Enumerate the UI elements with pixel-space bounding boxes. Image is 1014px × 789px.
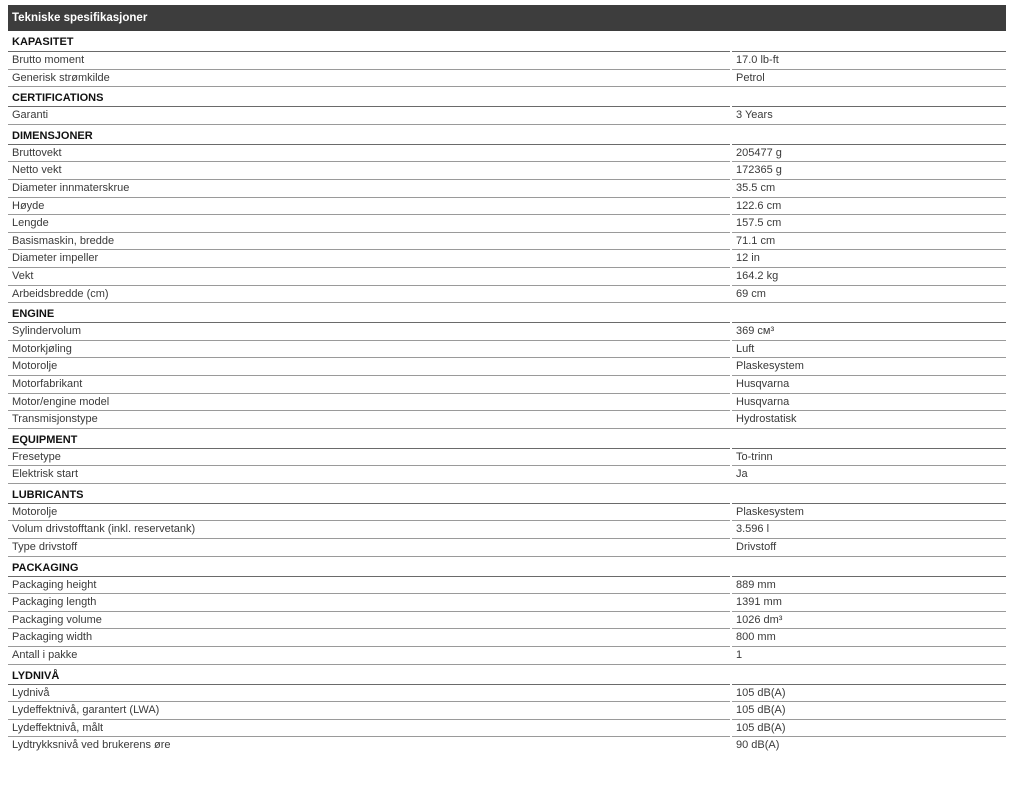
spec-row — [8, 106, 1006, 124]
spec-row — [8, 593, 1006, 611]
spec-label: Lydtrykksnivå ved brukerens øre — [8, 736, 730, 754]
spec-row — [8, 285, 1006, 303]
spec-label: Volum drivstofftank (inkl. reservetank) — [8, 520, 730, 538]
spec-row — [8, 340, 1006, 358]
spec-label: Diameter innmaterskrue — [8, 179, 730, 197]
section-title: ENGINE — [8, 302, 730, 322]
spec-row — [8, 322, 1006, 340]
spec-label: Antall i pakke — [8, 646, 730, 664]
section-header — [8, 483, 1006, 503]
section-value-cell — [730, 124, 1006, 144]
spec-table — [8, 5, 1006, 754]
section-header — [8, 428, 1006, 448]
spec-row — [8, 576, 1006, 594]
spec-row — [8, 646, 1006, 664]
spec-value: 69 cm — [732, 285, 1006, 303]
spec-row — [8, 448, 1006, 466]
spec-label: Packaging height — [8, 576, 730, 594]
spec-value: 369 см³ — [732, 322, 1006, 340]
spec-row — [8, 503, 1006, 521]
spec-row — [8, 357, 1006, 375]
spec-value: Petrol — [732, 69, 1006, 87]
spec-label: Motorolje — [8, 503, 730, 521]
spec-label: Motorolje — [8, 357, 730, 375]
spec-row — [8, 144, 1006, 162]
spec-row — [8, 179, 1006, 197]
spec-row — [8, 69, 1006, 87]
spec-label: Generisk strømkilde — [8, 69, 730, 87]
section-header — [8, 124, 1006, 144]
spec-label: Motor/engine model — [8, 393, 730, 411]
spec-label: Packaging length — [8, 593, 730, 611]
spec-label: Garanti — [8, 106, 730, 124]
spec-row — [8, 51, 1006, 69]
spec-label: Brutto moment — [8, 51, 730, 69]
spec-value: 172365 g — [732, 161, 1006, 179]
section-title: LUBRICANTS — [8, 483, 730, 503]
spec-row — [8, 628, 1006, 646]
spec-value: 3 Years — [732, 106, 1006, 124]
spec-value: 3.596 l — [732, 520, 1006, 538]
spec-value: 105 dB(A) — [732, 701, 1006, 719]
table-title: Tekniske spesifikasjoner — [8, 5, 1006, 31]
spec-label: Transmisjonstype — [8, 410, 730, 428]
spec-value: 12 in — [732, 249, 1006, 267]
spec-row — [8, 701, 1006, 719]
spec-row — [8, 214, 1006, 232]
spec-row — [8, 410, 1006, 428]
section-header — [8, 31, 1006, 51]
spec-value: Ja — [732, 465, 1006, 483]
section-value-cell — [730, 31, 1006, 51]
spec-value: 1 — [732, 646, 1006, 664]
spec-label: Packaging volume — [8, 611, 730, 629]
spec-label: Lengde — [8, 214, 730, 232]
spec-value: 889 mm — [732, 576, 1006, 594]
spec-row — [8, 197, 1006, 215]
spec-row — [8, 736, 1006, 754]
section-value-cell — [730, 302, 1006, 322]
spec-value: 105 dB(A) — [732, 719, 1006, 737]
spec-value: Drivstoff — [732, 538, 1006, 556]
spec-label: Netto vekt — [8, 161, 730, 179]
spec-label: Lydnivå — [8, 684, 730, 702]
spec-value: 71.1 cm — [732, 232, 1006, 250]
section-title: DIMENSJONER — [8, 124, 730, 144]
spec-row — [8, 520, 1006, 538]
section-title: LYDNIVÅ — [8, 664, 730, 684]
spec-value: 1391 mm — [732, 593, 1006, 611]
spec-row — [8, 611, 1006, 629]
spec-value: Hydrostatisk — [732, 410, 1006, 428]
spec-label: Motorfabrikant — [8, 375, 730, 393]
spec-value: Luft — [732, 340, 1006, 358]
spec-value: 122.6 cm — [732, 197, 1006, 215]
spec-row — [8, 267, 1006, 285]
spec-label: Vekt — [8, 267, 730, 285]
spec-label: Basismaskin, bredde — [8, 232, 730, 250]
spec-value: 105 dB(A) — [732, 684, 1006, 702]
section-header — [8, 664, 1006, 684]
section-header — [8, 86, 1006, 106]
spec-value: 157.5 cm — [732, 214, 1006, 232]
spec-label: Motorkjøling — [8, 340, 730, 358]
section-value-cell — [730, 483, 1006, 503]
spec-label: Elektrisk start — [8, 465, 730, 483]
section-title: CERTIFICATIONS — [8, 86, 730, 106]
section-value-cell — [730, 664, 1006, 684]
spec-row — [8, 249, 1006, 267]
section-title: PACKAGING — [8, 556, 730, 576]
section-title: KAPASITET — [12, 36, 74, 48]
spec-label: Lydeffektnivå, garantert (LWA) — [8, 701, 730, 719]
spec-label: Bruttovekt — [8, 144, 730, 162]
spec-value: 164.2 kg — [732, 267, 1006, 285]
spec-value: Plaskesystem — [732, 357, 1006, 375]
spec-row — [8, 161, 1006, 179]
spec-label: Packaging width — [8, 628, 730, 646]
spec-value: Husqvarna — [732, 375, 1006, 393]
spec-value: Plaskesystem — [732, 503, 1006, 521]
spec-label: Diameter impeller — [8, 249, 730, 267]
spec-label: Arbeidsbredde (cm) — [8, 285, 730, 303]
spec-label: Høyde — [8, 197, 730, 215]
section-header — [8, 302, 1006, 322]
spec-value: 1026 dm³ — [732, 611, 1006, 629]
section-value-cell — [730, 556, 1006, 576]
spec-label: Type drivstoff — [8, 538, 730, 556]
section-title: EQUIPMENT — [8, 428, 730, 448]
spec-value: 205477 g — [732, 144, 1006, 162]
spec-row — [8, 375, 1006, 393]
spec-value: 35.5 cm — [732, 179, 1006, 197]
spec-label: Fresetype — [8, 448, 730, 466]
section-header — [8, 556, 1006, 576]
spec-value: To-trinn — [732, 448, 1006, 466]
spec-row — [8, 465, 1006, 483]
spec-row — [8, 393, 1006, 411]
spec-value: 17.0 lb-ft — [732, 51, 1006, 69]
spec-value: Husqvarna — [732, 393, 1006, 411]
spec-value: 800 mm — [732, 628, 1006, 646]
spec-row — [8, 538, 1006, 556]
section-value-cell — [730, 428, 1006, 448]
spec-label: Sylindervolum — [8, 322, 730, 340]
spec-label: Lydeffektnivå, målt — [8, 719, 730, 737]
section-value-cell — [730, 86, 1006, 106]
spec-value: 90 dB(A) — [732, 736, 1006, 754]
spec-rows — [8, 31, 1006, 754]
spec-row — [8, 719, 1006, 737]
spec-row — [8, 684, 1006, 702]
spec-row — [8, 232, 1006, 250]
